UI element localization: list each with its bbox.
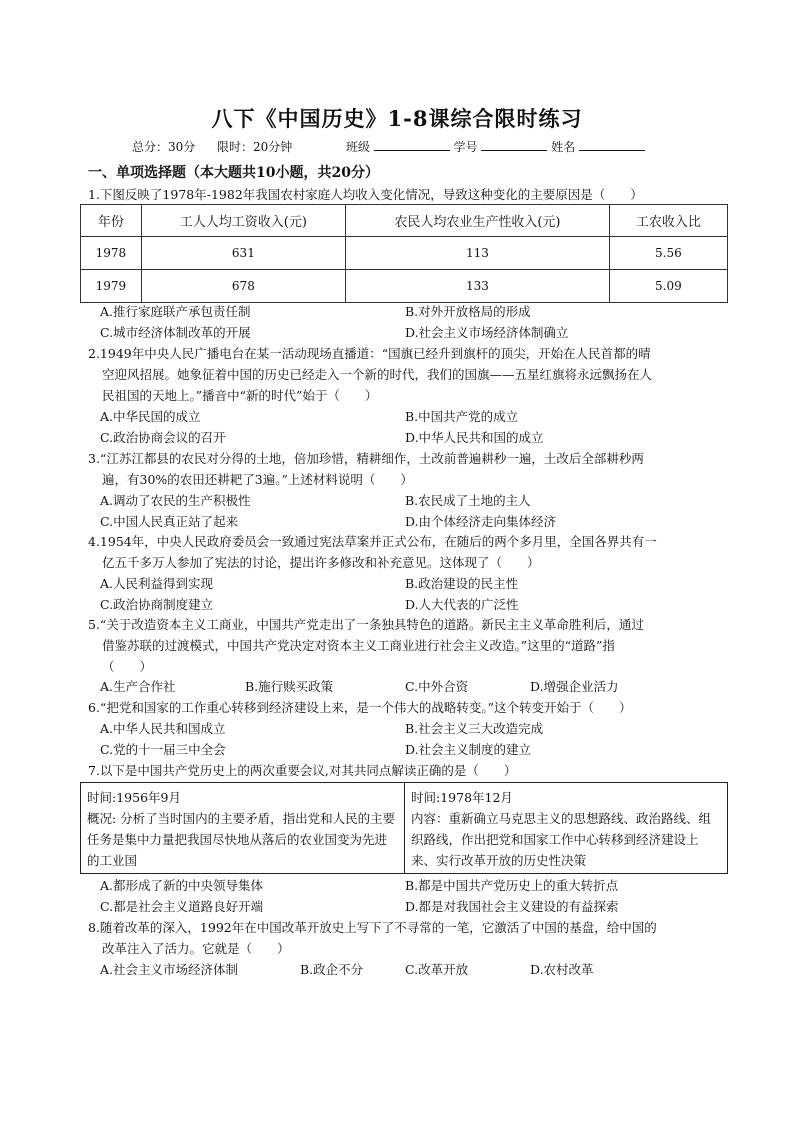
class-label: 班级 xyxy=(345,140,370,154)
option-b[interactable]: B.政企不分 xyxy=(300,962,364,977)
meeting-1956 xyxy=(81,783,404,873)
table-cell: 5.09 xyxy=(609,270,727,303)
option-d[interactable]: D.由个体经济走向集体经济 xyxy=(405,514,557,529)
question-1-stem: 1.下图反映了1978年-1982年我国农村家庭人均收入变化情况，导致这种变化的主要原因是（ ） xyxy=(88,187,643,202)
question-8-options xyxy=(100,959,730,980)
option-c[interactable]: C.政治协商会议的召开 xyxy=(100,430,226,445)
stem-line: 民祖国的天地上。”播音中“新的时代”始于（ ） xyxy=(102,388,378,403)
question-5-options xyxy=(100,676,730,697)
total-score: 总分：30分 xyxy=(132,140,196,154)
question-5-stem xyxy=(88,614,728,677)
stem-line: 5.“关于改造资本主义工商业，中国共产党走出了一条独具特色的道路。新民主主义革命胜利后，通过 xyxy=(88,617,644,632)
question-8-stem xyxy=(88,917,728,959)
option-a[interactable]: A.中华人民共和国成立 xyxy=(100,721,226,736)
stem-line: （ ） xyxy=(102,659,153,674)
stem-line: 2.1949年中央人民广播电台在某一活动现场直播道：“国旗已经升到旗杆的顶尖，开始在人民首都的晴 xyxy=(88,346,651,361)
meeting-time: 时间:1978年12月 xyxy=(411,790,513,805)
option-d[interactable]: D.社会主义制度的建立 xyxy=(405,742,532,757)
meeting-summary: 内容：重新确立马克思主义的思想路线、政治路线、组织路线，作出把党和国家工作中心转移到经济建设上来、实行改革开放的历史性决策 xyxy=(411,811,712,868)
stem-line: 改革注入了活力。它就是（ ） xyxy=(102,941,290,956)
stem-line: 7.以下是中国共产党历史上的两次重要会议,对其共同点解读正确的是（ ） xyxy=(88,763,517,778)
table-header: 工人人均工资收入(元) xyxy=(141,205,345,237)
section-heading: 一、单项选择题（本大题共10小题，共20分） xyxy=(88,165,379,181)
table-cell: 113 xyxy=(346,237,610,270)
option-a[interactable]: A.中华民国的成立 xyxy=(100,409,201,424)
option-a[interactable]: A.社会主义市场经济体制 xyxy=(100,962,239,977)
option-d[interactable]: D.人大代表的广泛性 xyxy=(405,597,519,612)
option-b[interactable]: B.社会主义三大改造完成 xyxy=(405,721,544,736)
id-blank[interactable] xyxy=(481,138,547,151)
income-table xyxy=(80,204,728,303)
exam-info xyxy=(132,138,645,155)
id-label: 学号 xyxy=(453,140,478,154)
question-1-options xyxy=(100,301,730,343)
table-row xyxy=(81,270,728,303)
table-cell: 5.56 xyxy=(609,237,727,270)
class-blank[interactable] xyxy=(374,138,450,151)
option-c[interactable]: C.改革开放 xyxy=(405,962,469,977)
question-6-options xyxy=(100,718,730,760)
question-7-stem xyxy=(88,760,728,781)
question-3-stem xyxy=(88,448,728,490)
name-blank[interactable] xyxy=(579,138,645,151)
option-c[interactable]: C.中外合资 xyxy=(405,679,469,694)
stem-line: 8.随着改革的深入，1992年在中国改革开放史上写下了不寻常的一笔，它激活了中国的基盘，给中国的 xyxy=(88,920,657,935)
option-c[interactable]: C.政治协商制度建立 xyxy=(100,597,214,612)
stem-line: 亿五千多万人参加了宪法的讨论，提出许多修改和补充意见。这体现了（ ） xyxy=(102,555,540,570)
option-a[interactable]: A.人民利益得到实现 xyxy=(100,576,214,591)
stem-line: 遍，有30%的农田还耕耙了3遍。”上述材料说明（ ） xyxy=(102,472,413,487)
table-cell: 678 xyxy=(141,270,345,303)
question-2-stem xyxy=(88,343,728,406)
question-6-stem xyxy=(88,697,728,718)
option-d[interactable]: D.增强企业活力 xyxy=(530,679,619,694)
table-header: 工农收入比 xyxy=(609,205,727,237)
question-3-options xyxy=(100,490,730,532)
option-b[interactable]: B.中国共产党的成立 xyxy=(405,409,519,424)
option-c[interactable]: C.都是社会主义道路良好开端 xyxy=(100,899,264,914)
option-b[interactable]: B.对外开放格局的形成 xyxy=(405,304,531,319)
stem-line: 4.1954年，中央人民政府委员会一致通过宪法草案并正式公布，在随后的两个多月里，全国各界共有一 xyxy=(88,534,657,549)
option-b[interactable]: B.农民成了土地的主人 xyxy=(405,493,531,508)
option-d[interactable]: D.都是对我国社会主义建设的有益探索 xyxy=(405,899,619,914)
option-a[interactable]: A.推行家庭联产承包责任制 xyxy=(100,304,251,319)
name-label: 姓名 xyxy=(551,140,576,154)
option-b[interactable]: B.政治建设的民主性 xyxy=(405,576,519,591)
table-row xyxy=(81,237,728,270)
question-2-options xyxy=(100,406,730,448)
meeting-summary: 概况: 分析了当时国内的主要矛盾，指出党和人民的主要任务是集中力量把我国尽快地从落后的农业国变为先进的工业国 xyxy=(87,811,396,868)
option-a[interactable]: A.调动了农民的生产积极性 xyxy=(100,493,251,508)
option-b[interactable]: B.施行赎买政策 xyxy=(245,679,334,694)
time-limit: 限时：20分钟 xyxy=(216,140,293,154)
stem-line: 6.“把党和国家的工作重心转移到经济建设上来，是一个伟大的战略转变。”这个转变开始于（ ） xyxy=(88,700,632,715)
table-cell: 1978 xyxy=(81,237,142,270)
option-c[interactable]: C.党的十一届三中全会 xyxy=(100,742,226,757)
option-a[interactable]: A.都形成了新的中央领导集体 xyxy=(100,878,264,893)
question-7-options xyxy=(100,875,730,917)
stem-line: 借鉴苏联的过渡模式，中国共产党决定对资本主义工商业进行社会主义改造。”这里的“道路”指 xyxy=(102,638,615,653)
option-d[interactable]: D.中华人民共和国的成立 xyxy=(405,430,544,445)
stem-line: 空迎风招展。她象征着中国的历史已经走入一个新的时代，我们的国旗——五星红旗将永远飘扬在人 xyxy=(102,367,653,382)
page-title: 八下《中国历史》1-8课综合限时练习 xyxy=(211,106,583,131)
meeting-1978 xyxy=(404,783,727,873)
option-c[interactable]: C.中国人民真正站了起来 xyxy=(100,514,239,529)
question-4-options xyxy=(100,573,730,615)
table-cell: 1979 xyxy=(81,270,142,303)
table-cell: 631 xyxy=(141,237,345,270)
option-b[interactable]: B.都是中国共产党历史上的重大转折点 xyxy=(405,878,619,893)
meeting-comparison-box xyxy=(80,782,728,874)
table-header: 农民人均农业生产性收入(元) xyxy=(346,205,610,237)
table-header-row xyxy=(81,205,728,237)
table-header: 年份 xyxy=(81,205,142,237)
option-c[interactable]: C.城市经济体制改革的开展 xyxy=(100,325,251,340)
option-a[interactable]: A.生产合作社 xyxy=(100,679,176,694)
option-d[interactable]: D.农村改革 xyxy=(530,962,594,977)
stem-line: 3.“江苏江都县的农民对分得的土地，倍加珍惜，精耕细作，土改前普遍耕秒一遍，土改后全部耕秒两 xyxy=(88,451,644,466)
question-4-stem xyxy=(88,531,728,573)
meeting-time: 时间:1956年9月 xyxy=(87,790,181,805)
option-d[interactable]: D.社会主义市场经济体制确立 xyxy=(405,325,569,340)
table-cell: 133 xyxy=(346,270,610,303)
